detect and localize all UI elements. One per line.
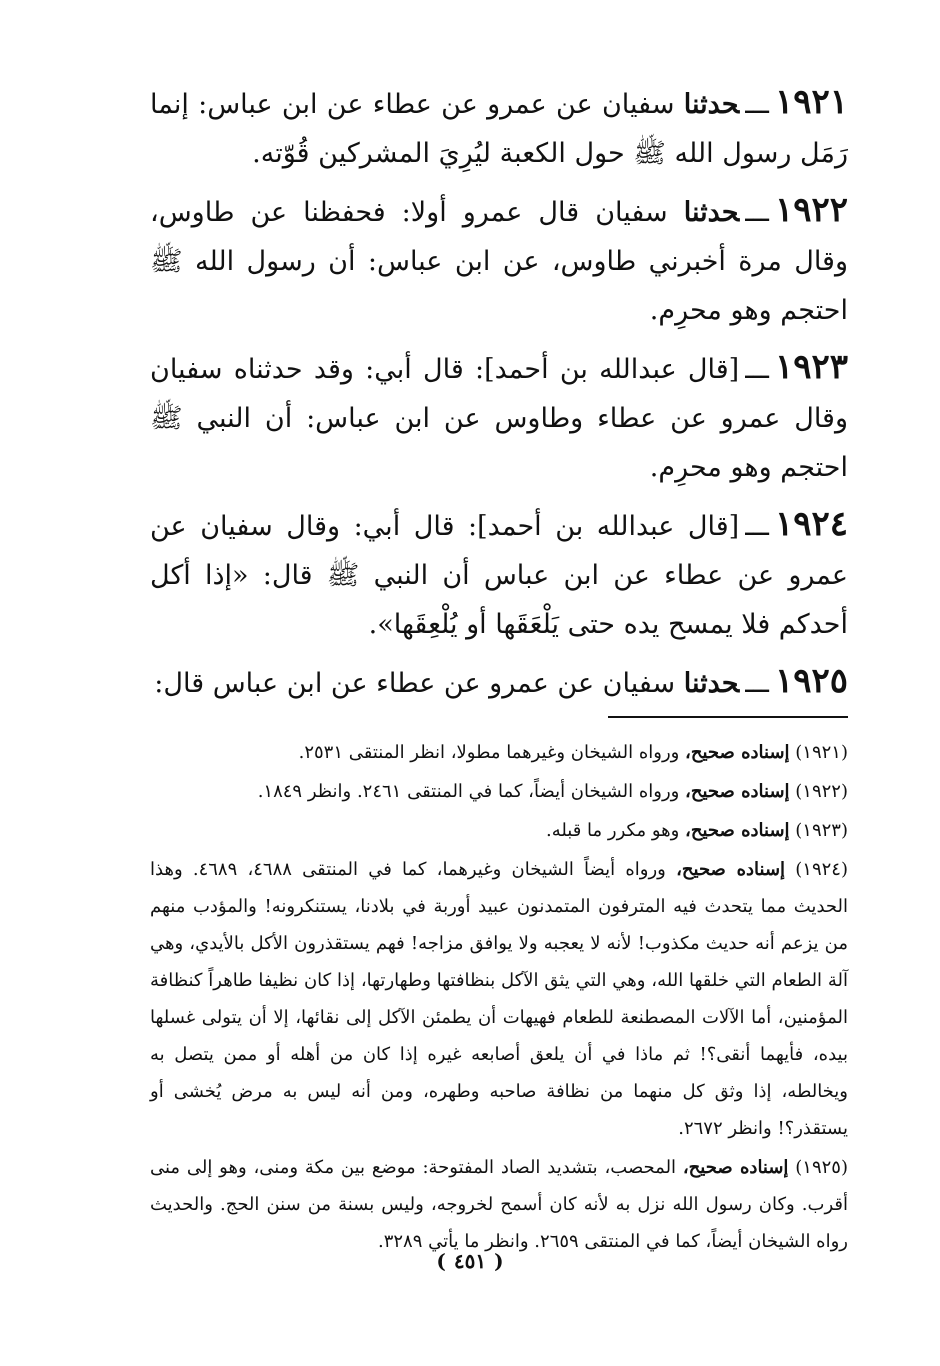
entry-dash: ـــ — [745, 197, 769, 228]
footnote — [150, 773, 848, 810]
page-number-open: ( — [494, 1249, 504, 1273]
footnote-label: إسناده صحيح، — [685, 820, 790, 841]
hadith-number: ١٩٢٢ — [774, 190, 848, 230]
hadith-list — [150, 78, 848, 708]
footnote-list — [150, 734, 848, 1260]
hadith-text: سفيان عن عمرو عن عطاء عن ابن عباس قال: — [154, 668, 684, 699]
page-number — [0, 1249, 940, 1273]
footnote-text: ورواه الشيخان وغيرهما مطولا، انظر المنتقى ٢٥٣١. — [298, 742, 686, 763]
hadith-entry — [150, 343, 848, 492]
page-number-value: ٤٥١ — [453, 1249, 487, 1273]
hadith-number: ١٩٢١ — [774, 82, 848, 122]
footnote — [150, 851, 848, 1147]
footnote-ref: (١٩٢٢) — [795, 781, 848, 802]
footnote-ref: (١٩٢١) — [795, 742, 848, 763]
footnote-text: وهو مكرر ما قبله. — [545, 820, 686, 841]
hadith-number: ١٩٢٥ — [774, 661, 848, 701]
footnote-text: ورواه أيضاً الشيخان وغيرهما، كما في المنتقى ٤٦٨٨، ٤٦٨٩. وهذا الحديث مما يتحدث فيه المترفون المتمدنون عبيد أوربة في بلادنا، يستنكرونه! والمؤدب منهم من يزعم أنه حديث مكذوب! لأنه لا يعجبه ولا يوافق مزاجه! فهم يستقذرون الأكل بالأيدي، وهي آلة الطعام التي خلقها الله، وهي التي يثق الآكل بنظافتها وطهارتها، إذا كان نظيفا طاهراً كنظافة المؤمنين، أما الآلات المصطنعة للطعام فهيهات أن يطمئن الآكل إلى نقائها، إلا أن يتولى غسلها بيده، فأيهما أنقى؟! ثم ماذا في أن يلعق أصابعه غيره إذا كان من أهله أو ممن يتصل به ويخالطه، إذا وثق كل منهما من نظافة صاحبه وطهره، ومن أنه ليس به مرض يُخشى أو يستقذر؟! وانظر ٢٦٧٢. — [150, 859, 849, 1139]
entry-dash: ـــ — [745, 89, 769, 120]
footnote-ref: (١٩٢٤) — [795, 859, 848, 880]
footnote — [150, 812, 848, 849]
entry-dash: ـــ — [745, 511, 769, 542]
entry-dash: ـــ — [745, 668, 769, 699]
hadith-entry — [150, 186, 848, 335]
footnote-separator — [608, 716, 848, 718]
hadith-text: [قال عبدالله بن أحمد]: قال أبي: وقد حدثناه سفيان وقال عمرو عن عطاء وطاوس عن ابن عباس: أن النبي ﷺ احتجم وهو محرِم. — [150, 354, 848, 483]
footnote — [150, 734, 848, 771]
footnote-label: إسناده صحيح، — [682, 1157, 789, 1178]
entry-dash: ـــ — [745, 354, 769, 385]
footnote-text: المحصب، بتشديد الصاد المفتوحة: موضع بين مكة ومنى، وهو إلى منى أقرب. وكان رسول الله نزل به لأنه كان أسمح لخروجه، وليس بسنة من سنن الحج. والحديث رواه الشيخان أيضاً، كما في المنتقى ٢٦٥٩. وانظر ما يأتي ٣٢٨٩. — [150, 1157, 848, 1252]
hadith-entry — [150, 657, 848, 708]
hadith-keyword: حدثنا — [683, 197, 740, 228]
hadith-entry — [150, 78, 848, 178]
footnote-text: ورواه الشيخان أيضاً، كما في المنتقى ٢٤٦١. وانظر ١٨٤٩. — [257, 781, 686, 802]
hadith-number: ١٩٢٤ — [774, 504, 848, 544]
page-number-close: ) — [436, 1249, 446, 1273]
hadith-entry — [150, 500, 848, 649]
hadith-text: سفيان عن عمرو عن عطاء عن ابن عباس: إنما رَمَل رسول الله ﷺ حول الكعبة ليُرِيَ المشركين قُوّته. — [150, 89, 848, 169]
footnote-label: إسناده صحيح، — [685, 781, 790, 802]
hadith-number: ١٩٢٣ — [774, 347, 848, 387]
footnote-ref: (١٩٢٥) — [795, 1157, 848, 1178]
footnote-label: إسناده صحيح، — [685, 742, 790, 763]
hadith-text: [قال عبدالله بن أحمد]: قال أبي: وقال سفيان عن عمرو عن عطاء عن ابن عباس أن النبي ﷺ قال: «إذا أكل أحدكم فلا يمسح يده حتى يَلْعَقَها أو يُلْعِقَها». — [150, 511, 848, 640]
footnote-label: إسناده صحيح، — [676, 859, 786, 880]
footnote-ref: (١٩٢٣) — [795, 820, 848, 841]
hadith-text: سفيان قال عمرو أولا: فحفظنا عن طاوس، وقال مرة أخبرني طاوس، عن ابن عباس: أن رسول الله ﷺ احتجم وهو محرِم. — [150, 197, 848, 326]
hadith-keyword: حدثنا — [683, 668, 740, 699]
footnote — [150, 1149, 848, 1260]
hadith-keyword: حدثنا — [683, 89, 740, 120]
